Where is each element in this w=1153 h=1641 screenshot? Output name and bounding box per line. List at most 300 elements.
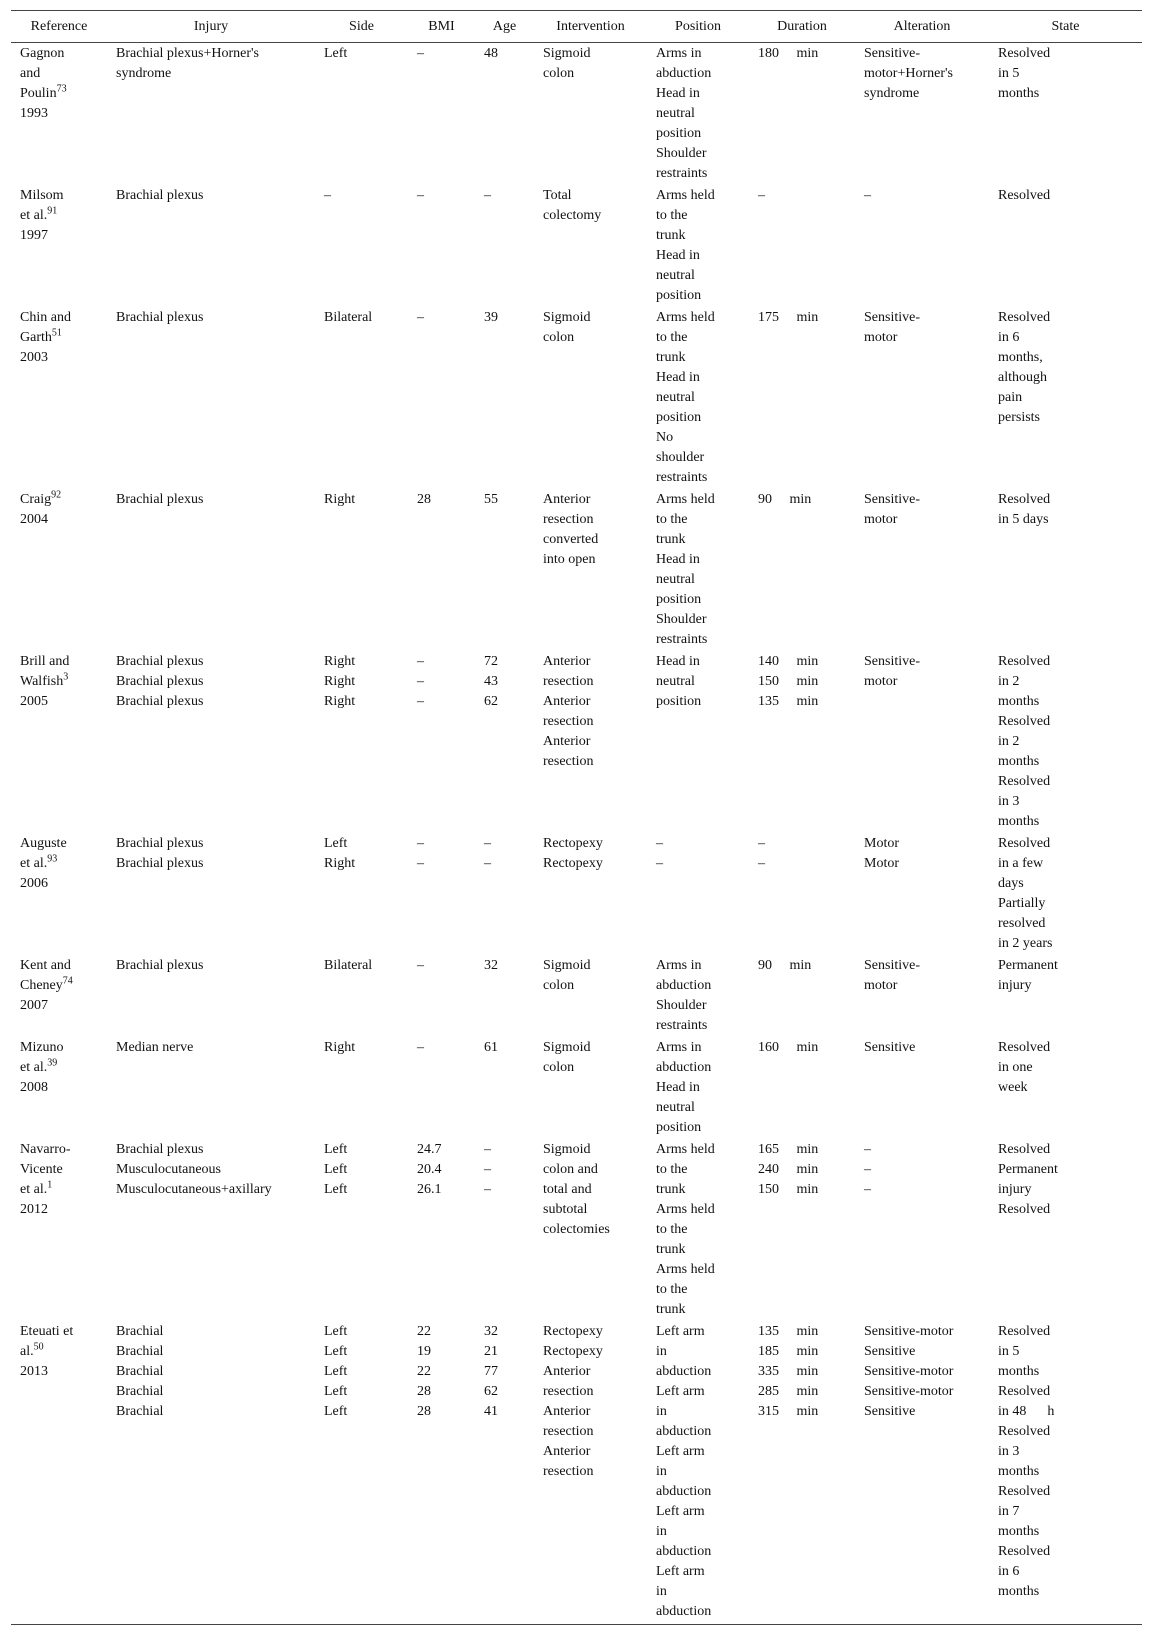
cell-alteration-line: Sensitive-motor bbox=[864, 1324, 954, 1339]
cell-intervention bbox=[534, 307, 647, 489]
cell-intervention bbox=[534, 955, 647, 1037]
cell-duration-line: 180 min bbox=[758, 46, 819, 61]
reference-author-line: et al. bbox=[20, 856, 48, 871]
cell-duration-line: – bbox=[758, 856, 765, 871]
cell-alteration-line: Motor bbox=[864, 836, 899, 851]
cell-position-line: Arms in bbox=[656, 1040, 702, 1055]
cell-position-line: Head in bbox=[656, 654, 700, 669]
reference-author-line: Gagnon bbox=[20, 46, 65, 61]
cell-state-line: resolved bbox=[998, 916, 1046, 931]
col-header-state: State bbox=[989, 11, 1142, 43]
cell-alteration-line: motor bbox=[864, 330, 898, 345]
reference-author-line: Brill and bbox=[20, 654, 70, 669]
cell-alteration bbox=[855, 1321, 989, 1625]
cell-age bbox=[475, 1321, 534, 1625]
cell-duration-line: 160 min bbox=[758, 1040, 819, 1055]
cell-state bbox=[989, 651, 1142, 833]
cell-age bbox=[475, 955, 534, 1037]
cell-age bbox=[475, 307, 534, 489]
cell-duration bbox=[749, 1321, 855, 1625]
cell-state-line: in 2 years bbox=[998, 936, 1053, 951]
cell-side-line: – bbox=[324, 188, 331, 203]
cell-injury bbox=[107, 955, 315, 1037]
reference-year: 2006 bbox=[20, 876, 48, 891]
cell-duration-line: 315 min bbox=[758, 1404, 819, 1419]
table-row bbox=[11, 1037, 1142, 1139]
cell-bmi bbox=[408, 955, 475, 1037]
cell-state-line: Resolved bbox=[998, 714, 1051, 729]
cell-state-line: in 5 bbox=[998, 1344, 1020, 1359]
reference-author-wrap bbox=[20, 976, 107, 996]
cell-state-line: Resolved bbox=[998, 1424, 1051, 1439]
col-header-age: Age bbox=[475, 11, 534, 43]
table-row bbox=[11, 651, 1142, 833]
cell-intervention-line: Anterior bbox=[543, 1444, 591, 1459]
cell-position-line: neutral bbox=[656, 390, 695, 405]
cell-alteration-line: – bbox=[864, 188, 871, 203]
reference-year: 2005 bbox=[20, 694, 48, 709]
cell-position-line: abduction bbox=[656, 978, 712, 993]
cell-injury bbox=[107, 489, 315, 651]
reference-author-line: Cheney bbox=[20, 978, 63, 993]
cell-bmi-line: 22 bbox=[417, 1324, 431, 1339]
cell-side bbox=[315, 1139, 408, 1321]
cell-injury-line: Brachial plexus bbox=[116, 654, 204, 669]
cell-bmi-line: 28 bbox=[417, 492, 431, 507]
cell-bmi-line: 26.1 bbox=[417, 1182, 442, 1197]
cell-state bbox=[989, 1139, 1142, 1321]
reference-author-line: Vicente bbox=[20, 1162, 63, 1177]
cell-position-line: No bbox=[656, 430, 674, 445]
cell-state-line: months, bbox=[998, 350, 1043, 365]
cell-position bbox=[647, 307, 749, 489]
cell-position-line: restraints bbox=[656, 470, 708, 485]
reference-author-wrap bbox=[20, 84, 107, 104]
cell-injury-line: Brachial bbox=[116, 1344, 164, 1359]
cell-position bbox=[647, 955, 749, 1037]
cell-injury-line: Median nerve bbox=[116, 1040, 194, 1055]
cell-age-line: 62 bbox=[484, 694, 498, 709]
cell-age-line: 62 bbox=[484, 1384, 498, 1399]
cell-intervention-line: total and bbox=[543, 1182, 592, 1197]
cell-alteration-line: Sensitive- bbox=[864, 654, 920, 669]
cell-alteration bbox=[855, 185, 989, 307]
cell-age-line: 61 bbox=[484, 1040, 498, 1055]
cell-position-line: Arms held bbox=[656, 1262, 715, 1277]
table-row bbox=[11, 833, 1142, 955]
cell-side-line: Left bbox=[324, 1344, 348, 1359]
cell-side-line: Left bbox=[324, 1324, 348, 1339]
col-header-bmi: BMI bbox=[408, 11, 475, 43]
cell-bmi-line: – bbox=[417, 188, 424, 203]
reference-citation-number: 91 bbox=[47, 205, 58, 217]
cell-alteration-line: Sensitive- bbox=[864, 310, 920, 325]
cell-injury-line: Brachial plexus bbox=[116, 1142, 204, 1157]
cell-bmi bbox=[408, 651, 475, 833]
cell-position bbox=[647, 1139, 749, 1321]
cell-bmi bbox=[408, 185, 475, 307]
cell-injury bbox=[107, 651, 315, 833]
injury-table bbox=[11, 10, 1142, 1625]
reference-citation-number: 93 bbox=[47, 853, 58, 865]
cell-position-line: Arms held bbox=[656, 310, 715, 325]
cell-bmi-line: 28 bbox=[417, 1404, 431, 1419]
cell-alteration-line: Sensitive- bbox=[864, 46, 920, 61]
cell-position-line: shoulder bbox=[656, 450, 705, 465]
cell-intervention-line: Anterior bbox=[543, 1404, 591, 1419]
cell-position-line: position bbox=[656, 694, 702, 709]
cell-alteration-line: Sensitive-motor bbox=[864, 1364, 954, 1379]
cell-position-line: Arms in bbox=[656, 958, 702, 973]
cell-state-line: months bbox=[998, 86, 1040, 101]
cell-position bbox=[647, 833, 749, 955]
reference-year: 1993 bbox=[20, 106, 48, 121]
cell-side bbox=[315, 185, 408, 307]
cell-state-line: Resolved bbox=[998, 1324, 1051, 1339]
cell-bmi-line: 20.4 bbox=[417, 1162, 442, 1177]
cell-reference bbox=[11, 955, 107, 1037]
cell-state-line: week bbox=[998, 1080, 1028, 1095]
cell-intervention-line: colon bbox=[543, 978, 575, 993]
cell-state-line: Resolved bbox=[998, 1544, 1051, 1559]
cell-duration-line: 285 min bbox=[758, 1384, 819, 1399]
cell-state-line: Resolved bbox=[998, 310, 1051, 325]
cell-state-line: injury bbox=[998, 1182, 1032, 1197]
cell-state-line: Resolved bbox=[998, 492, 1051, 507]
cell-position-line: abduction bbox=[656, 1484, 712, 1499]
cell-reference bbox=[11, 489, 107, 651]
cell-state-line: months bbox=[998, 1364, 1040, 1379]
cell-state-line: months bbox=[998, 1584, 1040, 1599]
cell-age bbox=[475, 1037, 534, 1139]
cell-duration bbox=[749, 1139, 855, 1321]
cell-alteration bbox=[855, 307, 989, 489]
reference-author-wrap bbox=[20, 328, 107, 348]
cell-age-line: – bbox=[484, 188, 491, 203]
cell-bmi bbox=[408, 1139, 475, 1321]
cell-side-line: Bilateral bbox=[324, 310, 373, 325]
cell-intervention-line: Anterior bbox=[543, 492, 591, 507]
reference-year: 1997 bbox=[20, 228, 48, 243]
cell-injury bbox=[107, 185, 315, 307]
cell-bmi-line: 19 bbox=[417, 1344, 431, 1359]
reference-author-line: Auguste bbox=[20, 836, 67, 851]
col-header-reference: Reference bbox=[11, 11, 107, 43]
cell-duration bbox=[749, 43, 855, 186]
cell-position bbox=[647, 1321, 749, 1625]
cell-position-line: abduction bbox=[656, 1060, 712, 1075]
cell-duration bbox=[749, 1037, 855, 1139]
cell-position-line: position bbox=[656, 288, 702, 303]
cell-state-line: in 48 h bbox=[998, 1404, 1055, 1419]
cell-state bbox=[989, 307, 1142, 489]
cell-age bbox=[475, 489, 534, 651]
cell-state-line: months bbox=[998, 814, 1040, 829]
table-row bbox=[11, 1139, 1142, 1321]
cell-injury bbox=[107, 1321, 315, 1625]
cell-age-line: 32 bbox=[484, 958, 498, 973]
cell-intervention-line: Rectopexy bbox=[543, 836, 603, 851]
cell-state-line: months bbox=[998, 1464, 1040, 1479]
cell-position-line: Arms in bbox=[656, 46, 702, 61]
reference-author-line: Chin and bbox=[20, 310, 71, 325]
table-row bbox=[11, 1321, 1142, 1625]
cell-duration-line: 175 min bbox=[758, 310, 819, 325]
cell-intervention bbox=[534, 651, 647, 833]
cell-position-line: position bbox=[656, 410, 702, 425]
cell-position-line: neutral bbox=[656, 572, 695, 587]
reference-author-wrap bbox=[20, 672, 107, 692]
cell-position-line: in bbox=[656, 1344, 667, 1359]
cell-position-line: restraints bbox=[656, 632, 708, 647]
cell-state-line: in 2 bbox=[998, 674, 1020, 689]
cell-state-line: in 3 bbox=[998, 794, 1020, 809]
cell-duration-line: 135 min bbox=[758, 694, 819, 709]
header-row bbox=[11, 11, 1142, 43]
reference-citation-number: 73 bbox=[56, 83, 67, 95]
cell-state-line: months bbox=[998, 694, 1040, 709]
reference-year: 2008 bbox=[20, 1080, 48, 1095]
cell-state bbox=[989, 185, 1142, 307]
cell-reference bbox=[11, 43, 107, 186]
cell-state bbox=[989, 43, 1142, 186]
cell-bmi bbox=[408, 489, 475, 651]
reference-citation-number: 92 bbox=[51, 489, 62, 501]
col-header-alteration: Alteration bbox=[855, 11, 989, 43]
cell-age-line: 77 bbox=[484, 1364, 498, 1379]
cell-position-line: position bbox=[656, 592, 702, 607]
cell-duration-line: 240 min bbox=[758, 1162, 819, 1177]
cell-state-line: persists bbox=[998, 410, 1040, 425]
cell-age-line: 21 bbox=[484, 1344, 498, 1359]
cell-position-line: to the bbox=[656, 1222, 688, 1237]
reference-author-wrap bbox=[20, 206, 107, 226]
cell-state-line: injury bbox=[998, 978, 1032, 993]
table-row bbox=[11, 955, 1142, 1037]
reference-author-wrap bbox=[20, 490, 107, 510]
reference-year: 2007 bbox=[20, 998, 48, 1013]
cell-reference bbox=[11, 1321, 107, 1625]
cell-age-line: 72 bbox=[484, 654, 498, 669]
col-header-injury: Injury bbox=[107, 11, 315, 43]
cell-bmi-line: 24.7 bbox=[417, 1142, 442, 1157]
cell-bmi bbox=[408, 1321, 475, 1625]
cell-state-line: Resolved bbox=[998, 1040, 1051, 1055]
cell-intervention-line: colectomies bbox=[543, 1222, 610, 1237]
cell-position-line: neutral bbox=[656, 674, 695, 689]
cell-position-line: Arms held bbox=[656, 1142, 715, 1157]
cell-alteration-line: motor bbox=[864, 512, 898, 527]
cell-intervention-line: colectomy bbox=[543, 208, 602, 223]
cell-injury bbox=[107, 43, 315, 186]
cell-duration bbox=[749, 955, 855, 1037]
cell-reference bbox=[11, 307, 107, 489]
cell-state-line: months bbox=[998, 754, 1040, 769]
cell-intervention-line: Rectopexy bbox=[543, 1324, 603, 1339]
cell-intervention-line: resection bbox=[543, 674, 594, 689]
cell-side-line: Bilateral bbox=[324, 958, 373, 973]
cell-position-line: trunk bbox=[656, 228, 686, 243]
cell-intervention-line: converted bbox=[543, 532, 599, 547]
cell-state bbox=[989, 489, 1142, 651]
cell-position-line: to the bbox=[656, 330, 688, 345]
cell-position-line: restraints bbox=[656, 1018, 708, 1033]
cell-intervention-line: Sigmoid bbox=[543, 958, 591, 973]
cell-side-line: Right bbox=[324, 1040, 356, 1055]
cell-bmi-line: – bbox=[417, 310, 424, 325]
cell-side bbox=[315, 833, 408, 955]
cell-position-line: position bbox=[656, 126, 702, 141]
cell-side-line: Right bbox=[324, 674, 356, 689]
cell-intervention-line: Anterior bbox=[543, 734, 591, 749]
reference-author-line: al. bbox=[20, 1344, 34, 1359]
col-header-duration: Duration bbox=[749, 11, 855, 43]
cell-position-line: position bbox=[656, 1120, 702, 1135]
reference-author-line: Poulin bbox=[20, 86, 57, 101]
reference-author-line: et al. bbox=[20, 1060, 48, 1075]
cell-injury-line: Brachial plexus bbox=[116, 310, 204, 325]
cell-position-line: trunk bbox=[656, 1182, 686, 1197]
reference-author-line: Craig bbox=[20, 492, 52, 507]
cell-state-line: Partially bbox=[998, 896, 1046, 911]
cell-age-line: 41 bbox=[484, 1404, 498, 1419]
cell-duration bbox=[749, 651, 855, 833]
cell-state bbox=[989, 1321, 1142, 1625]
cell-position bbox=[647, 185, 749, 307]
cell-state-line: in 5 days bbox=[998, 512, 1049, 527]
cell-intervention bbox=[534, 1037, 647, 1139]
cell-injury bbox=[107, 833, 315, 955]
cell-alteration-line: Sensitive bbox=[864, 1040, 916, 1055]
table-row bbox=[11, 43, 1142, 186]
cell-state-line: Resolved bbox=[998, 1384, 1051, 1399]
cell-side-line: Right bbox=[324, 856, 356, 871]
cell-alteration-line: motor bbox=[864, 978, 898, 993]
table-row bbox=[11, 489, 1142, 651]
cell-position-line: to the bbox=[656, 1282, 688, 1297]
cell-intervention-line: Sigmoid bbox=[543, 1040, 591, 1055]
cell-reference bbox=[11, 1037, 107, 1139]
cell-bmi-line: – bbox=[417, 46, 424, 61]
cell-alteration-line: Motor bbox=[864, 856, 899, 871]
cell-position-line: – bbox=[656, 856, 663, 871]
cell-state-line: Resolved bbox=[998, 774, 1051, 789]
cell-position-line: Arms held bbox=[656, 188, 715, 203]
cell-age-line: 43 bbox=[484, 674, 498, 689]
cell-state bbox=[989, 833, 1142, 955]
cell-side-line: Right bbox=[324, 654, 356, 669]
cell-duration-line: 135 min bbox=[758, 1324, 819, 1339]
col-header-position: Position bbox=[647, 11, 749, 43]
cell-intervention-line: Anterior bbox=[543, 694, 591, 709]
reference-author-line: Walfish bbox=[20, 674, 64, 689]
cell-bmi bbox=[408, 833, 475, 955]
cell-intervention-line: Anterior bbox=[543, 654, 591, 669]
cell-position-line: trunk bbox=[656, 350, 686, 365]
cell-injury-line: Brachial bbox=[116, 1364, 164, 1379]
cell-injury-line: Musculocutaneous+axillary bbox=[116, 1182, 272, 1197]
cell-duration-line: 185 min bbox=[758, 1344, 819, 1359]
cell-side-line: Left bbox=[324, 1182, 348, 1197]
cell-side-line: Left bbox=[324, 1404, 348, 1419]
reference-author-line: Mizuno bbox=[20, 1040, 64, 1055]
cell-position-line: restraints bbox=[656, 166, 708, 181]
cell-position bbox=[647, 1037, 749, 1139]
cell-state-line: Resolved bbox=[998, 188, 1051, 203]
reference-citation-number: 51 bbox=[51, 327, 62, 339]
cell-side bbox=[315, 651, 408, 833]
cell-intervention-line: colon bbox=[543, 330, 575, 345]
cell-duration-line: – bbox=[758, 836, 765, 851]
table-row bbox=[11, 307, 1142, 489]
cell-alteration bbox=[855, 833, 989, 955]
cell-side-line: Left bbox=[324, 1142, 348, 1157]
cell-intervention-line: resection bbox=[543, 512, 594, 527]
cell-alteration-line: Sensitive-motor bbox=[864, 1384, 954, 1399]
cell-side-line: Right bbox=[324, 694, 356, 709]
reference-author-wrap bbox=[20, 854, 107, 874]
cell-state-line: although bbox=[998, 370, 1047, 385]
cell-bmi bbox=[408, 307, 475, 489]
cell-state-line: Resolved bbox=[998, 836, 1051, 851]
reference-citation-number: 39 bbox=[47, 1057, 58, 1069]
cell-duration bbox=[749, 307, 855, 489]
cell-intervention bbox=[534, 1139, 647, 1321]
reference-year: 2012 bbox=[20, 1202, 48, 1217]
cell-alteration-line: Sensitive bbox=[864, 1404, 916, 1419]
cell-age-line: – bbox=[484, 856, 491, 871]
cell-duration-line: 335 min bbox=[758, 1364, 819, 1379]
cell-age bbox=[475, 185, 534, 307]
cell-state-line: in 2 bbox=[998, 734, 1020, 749]
cell-position bbox=[647, 43, 749, 186]
cell-state-line: in 6 bbox=[998, 330, 1020, 345]
cell-state-line: in 7 bbox=[998, 1504, 1020, 1519]
cell-position-line: in bbox=[656, 1524, 667, 1539]
cell-position-line: Left arm bbox=[656, 1444, 705, 1459]
cell-bmi-line: 22 bbox=[417, 1364, 431, 1379]
reference-author-wrap bbox=[20, 1180, 107, 1200]
table-row bbox=[11, 185, 1142, 307]
cell-side bbox=[315, 307, 408, 489]
cell-injury-line: Brachial bbox=[116, 1384, 164, 1399]
reference-year: 2004 bbox=[20, 512, 48, 527]
cell-bmi-line: – bbox=[417, 654, 424, 669]
cell-position-line: Shoulder bbox=[656, 612, 707, 627]
cell-duration bbox=[749, 833, 855, 955]
cell-intervention-line: Rectopexy bbox=[543, 1344, 603, 1359]
cell-reference bbox=[11, 1139, 107, 1321]
cell-position-line: Left arm bbox=[656, 1564, 705, 1579]
cell-position-line: Head in bbox=[656, 370, 700, 385]
cell-state bbox=[989, 1037, 1142, 1139]
cell-bmi bbox=[408, 43, 475, 186]
cell-injury-line: Brachial bbox=[116, 1404, 164, 1419]
cell-duration bbox=[749, 489, 855, 651]
cell-intervention bbox=[534, 1321, 647, 1625]
cell-intervention-line: Anterior bbox=[543, 1364, 591, 1379]
cell-position-line: Left arm bbox=[656, 1504, 705, 1519]
cell-state-line: Permanent bbox=[998, 958, 1058, 973]
cell-intervention-line: Sigmoid bbox=[543, 1142, 591, 1157]
cell-side bbox=[315, 489, 408, 651]
cell-position-line: Left arm bbox=[656, 1384, 705, 1399]
cell-alteration bbox=[855, 955, 989, 1037]
cell-state-line: Permanent bbox=[998, 1162, 1058, 1177]
cell-reference bbox=[11, 833, 107, 955]
cell-injury-line: Brachial plexus bbox=[116, 958, 204, 973]
cell-position-line: Shoulder bbox=[656, 146, 707, 161]
